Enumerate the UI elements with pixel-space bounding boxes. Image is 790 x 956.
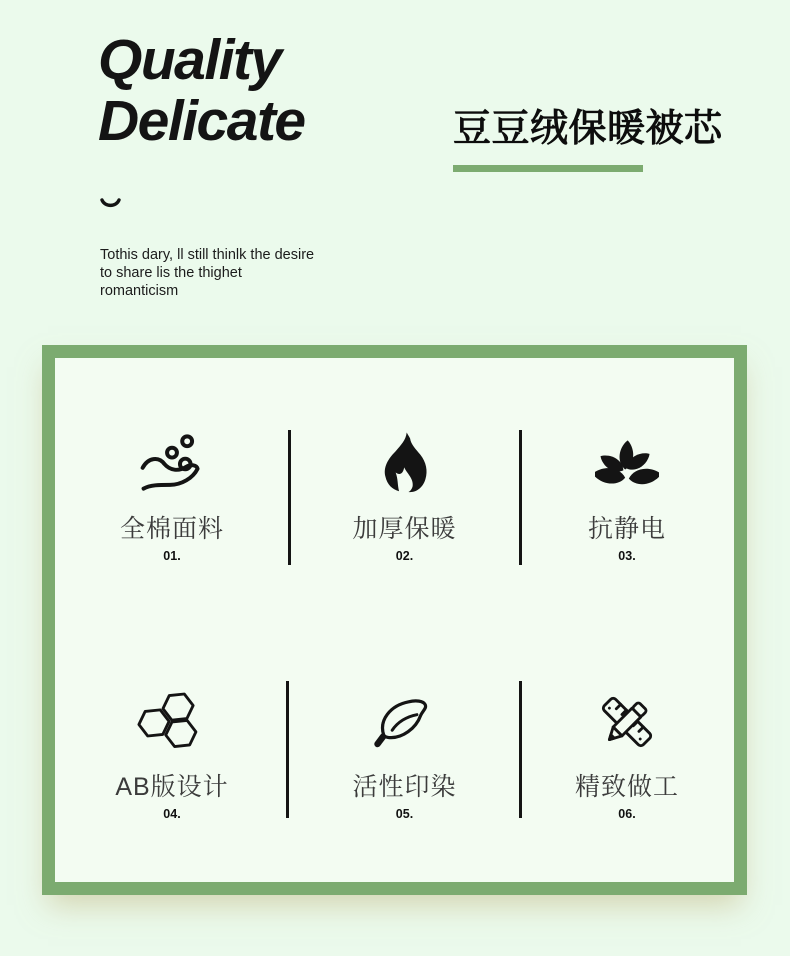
page-title-line1: Quality xyxy=(98,28,281,92)
page-title xyxy=(98,30,305,152)
tagline-line: to share lis the thighet xyxy=(100,265,242,281)
subtitle-block xyxy=(453,108,723,172)
feature-panel xyxy=(42,345,747,895)
feature-number: 02. xyxy=(395,549,414,563)
tagline-line: Tothis dary, ll still thinlk the desire xyxy=(100,247,315,263)
feature-label: AB版设计 xyxy=(115,773,229,801)
page-title-line2: Delicate xyxy=(98,89,305,153)
tagline-line: romanticism xyxy=(100,283,179,299)
feature-panel-inner xyxy=(55,358,734,882)
smile-arc-icon xyxy=(99,196,123,214)
feature-row-1 xyxy=(55,428,734,563)
leaf-icon xyxy=(372,686,438,758)
pencil-ruler-icon xyxy=(595,686,659,758)
plant-leaves-icon xyxy=(595,428,659,500)
hexagons-icon xyxy=(135,686,209,758)
feature-label: 抗静电 xyxy=(587,515,666,543)
feature-number: 03. xyxy=(618,549,636,563)
feature-label: 全棉面料 xyxy=(119,515,224,543)
hand-beads-icon xyxy=(136,428,208,500)
feature-cell-dyeing xyxy=(289,686,520,821)
feature-row-2 xyxy=(55,686,734,821)
feature-cell-antistatic xyxy=(520,428,734,563)
feature-cell-cotton xyxy=(55,428,289,563)
feature-cell-ab-design xyxy=(55,686,289,821)
subtitle-cn: 豆豆绒保暖被芯 xyxy=(453,108,723,150)
feature-cell-workmanship xyxy=(520,686,734,821)
flame-icon xyxy=(375,428,435,500)
feature-number: 05. xyxy=(395,807,414,821)
tagline xyxy=(100,246,330,300)
feature-label: 加厚保暖 xyxy=(352,515,457,543)
subtitle-underline xyxy=(453,165,643,172)
feature-number: 04. xyxy=(163,807,181,821)
feature-cell-warm xyxy=(289,428,520,563)
feature-label: 活性印染 xyxy=(352,773,457,801)
feature-number: 06. xyxy=(618,807,636,821)
feature-number: 01. xyxy=(163,549,181,563)
feature-label: 精致做工 xyxy=(574,773,679,801)
